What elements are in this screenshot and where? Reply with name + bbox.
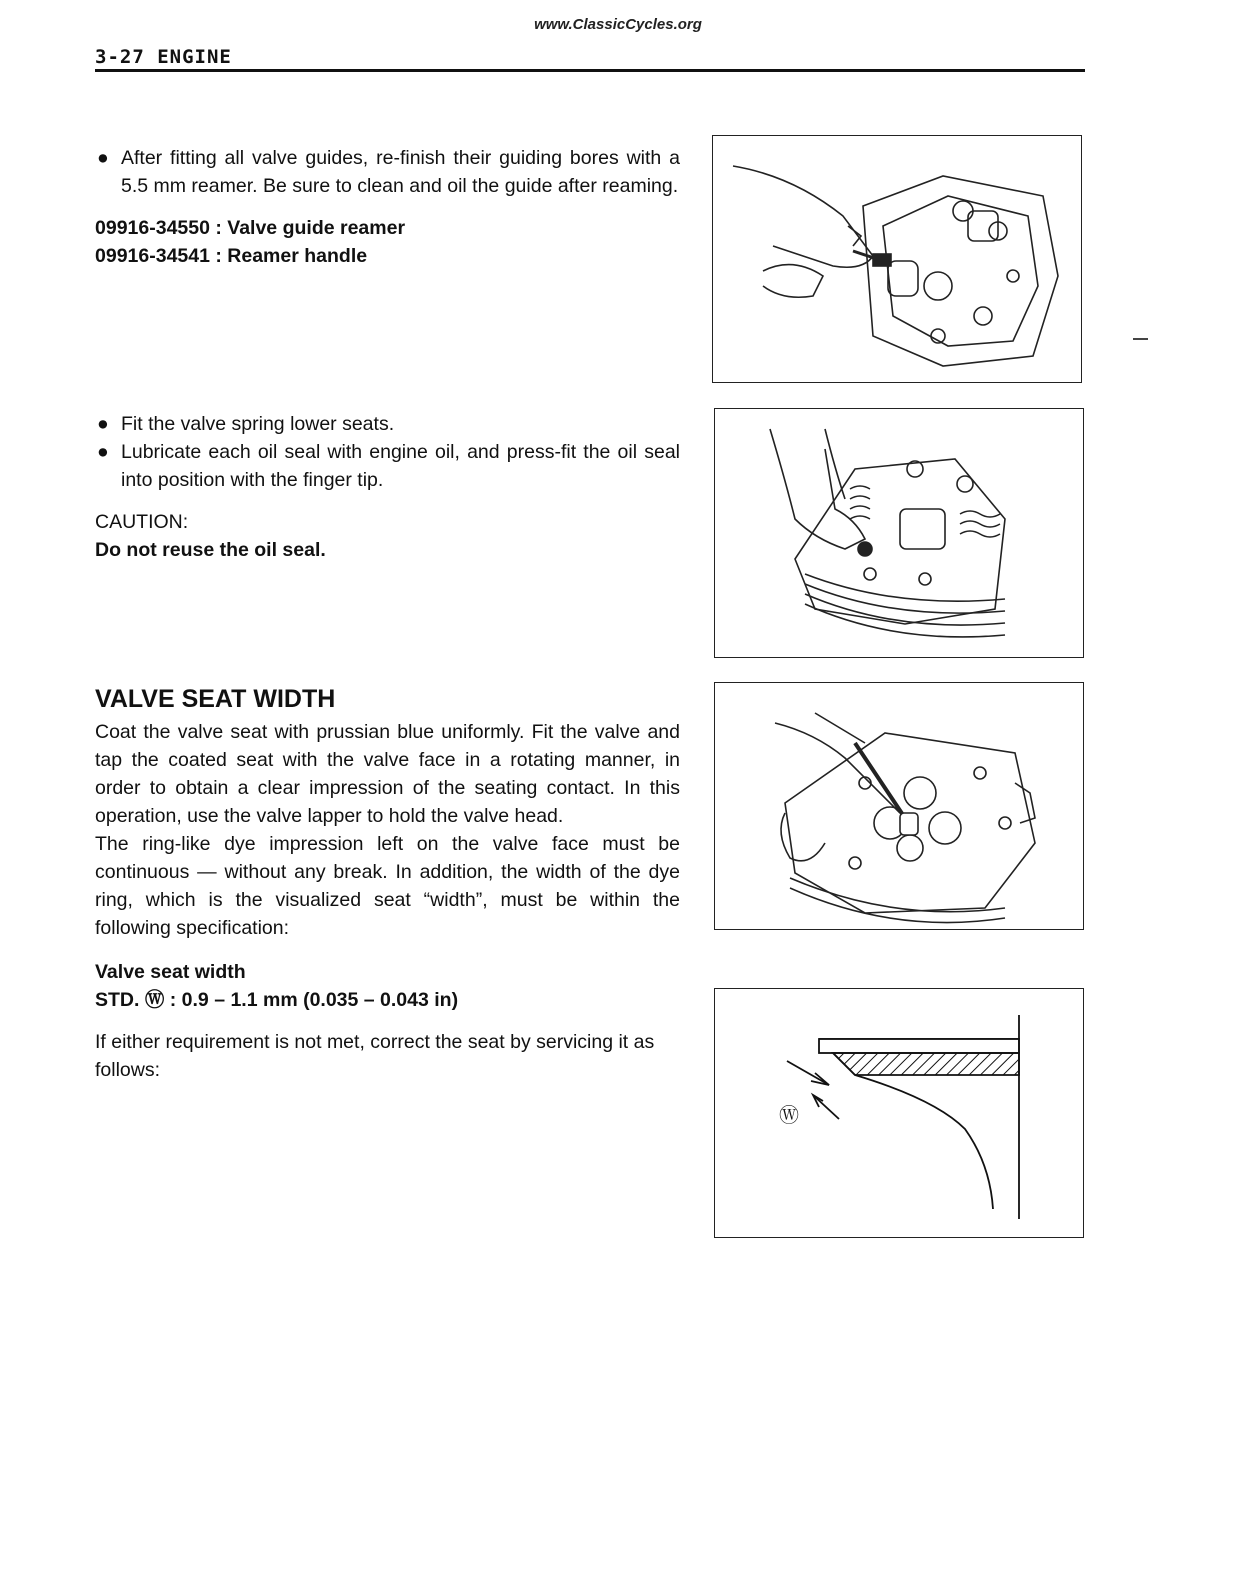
section-title: VALVE SEAT WIDTH	[95, 685, 336, 713]
page-header: 3-27 ENGINE	[95, 46, 232, 68]
header-rule	[95, 69, 1085, 72]
paragraph: If either requirement is not met, correct the seat by servicing it as follows:	[95, 1031, 655, 1081]
tool-handle: 09916-34541 : Reamer handle	[95, 245, 368, 267]
spec-label: Valve seat width	[95, 961, 246, 983]
figure-valve-lapper-illustration	[714, 682, 1084, 930]
section-reaming	[95, 144, 680, 270]
spec-value: STD. Ⓦ : 0.9 – 1.1 mm (0.035 – 0.043 in)	[95, 989, 459, 1011]
figure-oil-seal-illustration	[714, 408, 1084, 658]
section-valve-seat-width	[95, 684, 680, 1084]
figure-reaming-illustration	[712, 135, 1082, 383]
bullet-text: Fit the valve spring lower seats.	[121, 413, 395, 435]
bullet-item	[95, 144, 680, 200]
bullet-item	[95, 410, 680, 438]
margin-mark	[1133, 338, 1148, 340]
tool-reamer: 09916-34550 : Valve guide reamer	[95, 217, 406, 239]
bullet-icon: ●	[97, 413, 109, 435]
bullet-item	[95, 438, 680, 494]
bullet-icon: ●	[97, 441, 109, 463]
paragraph: The ring-like dye impression left on the valve face must be continuous — without any break. In addition, the width of the dye ring, which is the visualized seat “width”, must be within the following specification:	[95, 833, 680, 939]
bullet-text: Lubricate each oil seal with engine oil, and press-fit the oil seal into position with the finger tip.	[121, 441, 680, 491]
paragraph: Coat the valve seat with prussian blue uniformly. Fit the valve and tap the coated seat with the valve face in a rotating manner, in order to obtain a clear impression of the seating contact. In this operation, use the valve lapper to hold the valve head.	[95, 721, 680, 827]
figure-seat-width-diagram	[714, 988, 1084, 1238]
bullet-text: After fitting all valve guides, re-finish their guiding bores with a 5.5 mm reamer. Be sure to clean and oil the guide after reaming.	[121, 147, 680, 197]
bullet-icon: ●	[97, 147, 109, 169]
site-url[interactable]: www.ClassicCycles.org	[534, 16, 702, 33]
caution-text: Do not reuse the oil seal.	[95, 539, 326, 561]
seat-width-label: Ⓦ	[779, 1103, 799, 1127]
caution-label: CAUTION:	[95, 511, 189, 533]
section-oil-seal	[95, 410, 680, 564]
